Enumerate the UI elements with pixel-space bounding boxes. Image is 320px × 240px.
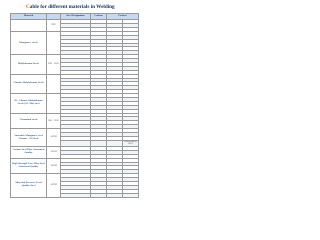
material-name: Ni - Chrome Molybdenum Steels (Ni - Mo) steel bbox=[11, 94, 47, 113]
preheat-value bbox=[107, 193, 123, 197]
steel-designation bbox=[61, 193, 91, 197]
header-material: Material bbox=[11, 14, 47, 20]
standard-name bbox=[47, 31, 61, 54]
material-name: High Strength Low Alloy Steel Structural Quality bbox=[11, 158, 47, 174]
table-body bbox=[11, 20, 139, 197]
standard-name: ASTM bbox=[47, 146, 61, 158]
standard-name bbox=[47, 94, 61, 113]
standard-name: ASTM bbox=[47, 158, 61, 174]
standard-name: ISO · 5936 bbox=[47, 55, 61, 74]
page-title-text: able for different materials in Welding bbox=[29, 4, 115, 10]
preheat-temp bbox=[123, 193, 139, 197]
header-designation: Steel Designation bbox=[61, 14, 91, 20]
standard-name: ISO · 5936 bbox=[47, 113, 61, 129]
preheat-note: Preheat only to 150°C bbox=[124, 140, 137, 146]
header-carbon: Carbon bbox=[91, 14, 107, 20]
standard-name: ASTM bbox=[47, 174, 61, 197]
header-preheat: Preheat bbox=[107, 14, 139, 20]
material-name: Austenitic Manganese steel Chrome - Ni Steels bbox=[11, 129, 47, 147]
document-page bbox=[0, 0, 149, 198]
material-name bbox=[11, 20, 47, 32]
material-name: Carbon Steel Plate Structural Quality bbox=[11, 146, 47, 158]
material-name: Molybdenum Steels bbox=[11, 55, 47, 74]
material-name: Chromium steels bbox=[11, 113, 47, 129]
standard-name: ASTM bbox=[47, 129, 61, 147]
preheat-table bbox=[10, 13, 139, 198]
standard-name bbox=[47, 74, 61, 93]
material-name: Chrome Molybdenum Steels bbox=[11, 74, 47, 93]
carbon-value bbox=[91, 193, 107, 197]
standard-name: DIN bbox=[47, 20, 61, 32]
material-name: Alloy and Pressure Vessel Quality Steel bbox=[11, 174, 47, 197]
page-title bbox=[26, 3, 136, 11]
page-title-prefix: C bbox=[26, 4, 30, 10]
material-name: Manganese steels bbox=[11, 31, 47, 54]
